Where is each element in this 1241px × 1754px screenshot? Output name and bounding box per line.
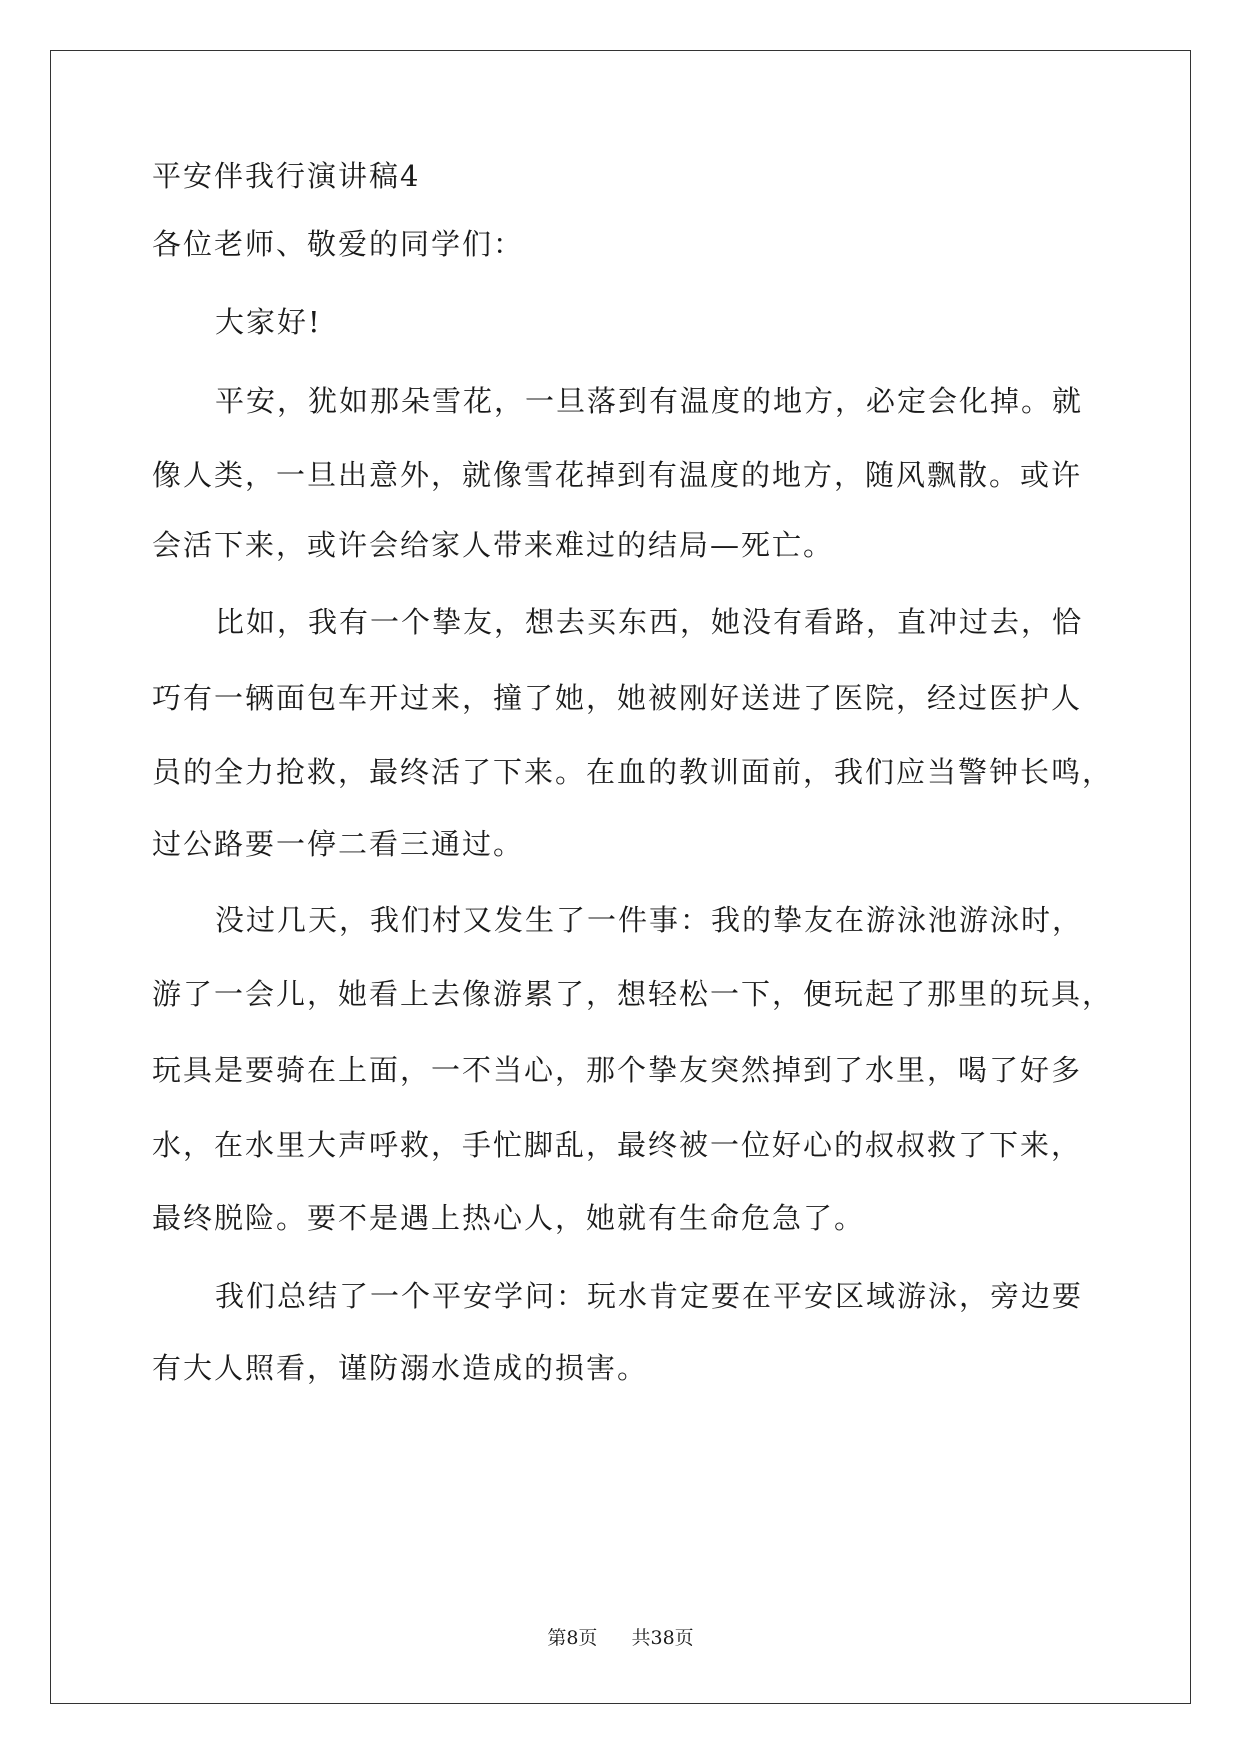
- page-footer: [0, 1625, 1241, 1651]
- text-line: 水，在水里大声呼救，手忙脚乱，最终被一位好心的叔叔救了下来，: [152, 1128, 1083, 1162]
- text-line: 员的全力抢救，最终活了下来。在血的教训面前，我们应当警钟长鸣，: [152, 755, 1114, 789]
- text-line: 游了一会儿，她看上去像游累了，想轻松一下，便玩起了那里的玩具，: [152, 977, 1114, 1011]
- text-line: 大家好!: [215, 305, 322, 339]
- document-title: 平安伴我行演讲稿4: [152, 159, 421, 193]
- page-total: 共38页: [631, 1627, 694, 1649]
- text-line: 会活下来，或许会给家人带来难过的结局—死亡。: [152, 528, 835, 562]
- text-line: 没过几天，我们村又发生了一件事：我的挚友在游泳池游泳时，: [215, 903, 1084, 937]
- salutation: 各位老师、敬爱的同学们：: [152, 227, 525, 261]
- text-line: 像人类，一旦出意外，就像雪花掉到有温度的地方，随风飘散。或许: [152, 458, 1083, 492]
- text-line: 比如，我有一个挚友，想去买东西，她没有看路，直冲过去，恰: [215, 605, 1084, 639]
- text-line: 最终脱险。要不是遇上热心人，她就有生命危急了。: [152, 1201, 866, 1235]
- text-line: 我们总结了一个平安学问：玩水肯定要在平安区域游泳，旁边要: [215, 1279, 1084, 1313]
- text-line: 过公路要一停二看三通过。: [152, 827, 525, 861]
- text-line: 平安，犹如那朵雪花，一旦落到有温度的地方，必定会化掉。就: [215, 384, 1084, 418]
- text-line: 玩具是要骑在上面，一不当心，那个挚友突然掉到了水里，喝了好多: [152, 1053, 1083, 1087]
- page-border: [50, 50, 1191, 1704]
- page-number: 第8页: [547, 1627, 598, 1649]
- text-line: 有大人照看，谨防溺水造成的损害。: [152, 1351, 649, 1385]
- text-line: 巧有一辆面包车开过来，撞了她，她被刚好送进了医院，经过医护人: [152, 681, 1083, 715]
